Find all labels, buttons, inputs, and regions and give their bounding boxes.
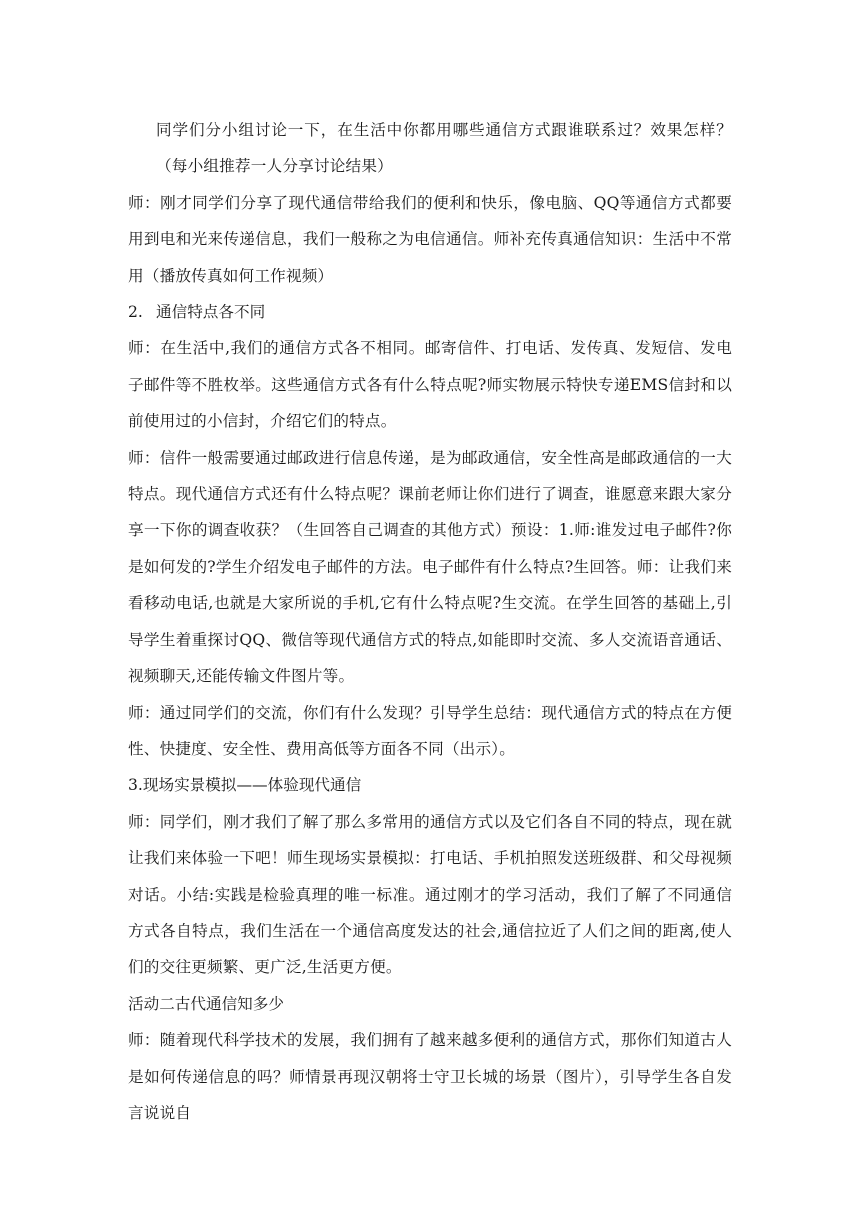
paragraph-teacher-simulation: 师：同学们，刚才我们了解了那么多常用的通信方式以及它们各自不同的特点，现在就让我们来体验一下吧！师生现场实景模拟：打电话、手机拍照发送班级群、和父母视频对话。小结:实践是检验真理的唯一标准。通过刚才的学习活动，我们了解了不同通信方式各自特点，我们生活在一个通信高度发达的社会,通信拉近了人们之间的距离,使人们的交往更频繁、更广泛,生活更方便。: [128, 812, 732, 977]
section-title: 通信特点各不同: [156, 303, 266, 322]
paragraph-teacher-ancient-communication: 师：随着现代科学技术的发展，我们拥有了越来越多便利的通信方式，那你们知道古人是如何传递信息的吗？师情景再现汉朝将士守卫长城的场景（图片），引导学生各自发言说说自: [128, 1031, 732, 1122]
activity-heading-2: 活动二古代通信知多少: [128, 994, 284, 1013]
paragraph-teacher-communication-methods: 师：在生活中,我们的通信方式各不相同。邮寄信件、打电话、发传真、发短信、发电子邮件等不胜枚举。这些通信方式各有什么特点呢?师实物展示特快专递EMS信封和以前使用过的小信封，介绍它们的特点。: [128, 339, 732, 431]
paragraph-teacher-summary: 师：通过同学们的交流，你们有什么发现？引导学生总结：现代通信方式的特点在方便性、快捷度、安全性、费用高低等方面各不同（出示）。: [128, 703, 732, 758]
paragraph-group-discussion: 同学们分小组讨论一下，在生活中你都用哪些通信方式跟谁联系过？效果怎样？（每小组推荐一人分享讨论结果）: [156, 121, 732, 176]
section-heading-2: [128, 294, 732, 330]
paragraph-teacher-modern-telecom: 师：刚才同学们分享了现代通信带给我们的便利和快乐，像电脑、QQ等通信方式都要用到电和光来传递信息，我们一般称之为电信通信。师补充传真通信知识：生活中不常用（播放传真如何工作视频）: [128, 193, 732, 285]
section-heading-3: 3.现场实景模拟——体验现代通信: [128, 776, 362, 795]
section-number: 2.: [128, 303, 143, 322]
paragraph-teacher-postal-features: 师：信件一般需要通过邮政进行信息传递，是为邮政通信，安全性高是邮政通信的一大特点。现代通信方式还有什么特点呢？课前老师让你们进行了调查，谁愿意来跟大家分享一下你的调查收获？（生回答自己调查的其他方式）预设：1.师:谁发过电子邮件?你是如何发的?学生介绍发电子邮件的方法。电子邮件有什么特点?生回答。师：让我们来看移动电话,也就是大家所说的手机,它有什么特点呢?生交流。在学生回答的基础上,引导学生着重探讨QQ、微信等现代通信方式的特点,如能即时交流、多人交流语音通话、视频聊天,还能传输文件图片等。: [128, 448, 732, 686]
document-body: [128, 112, 732, 1131]
